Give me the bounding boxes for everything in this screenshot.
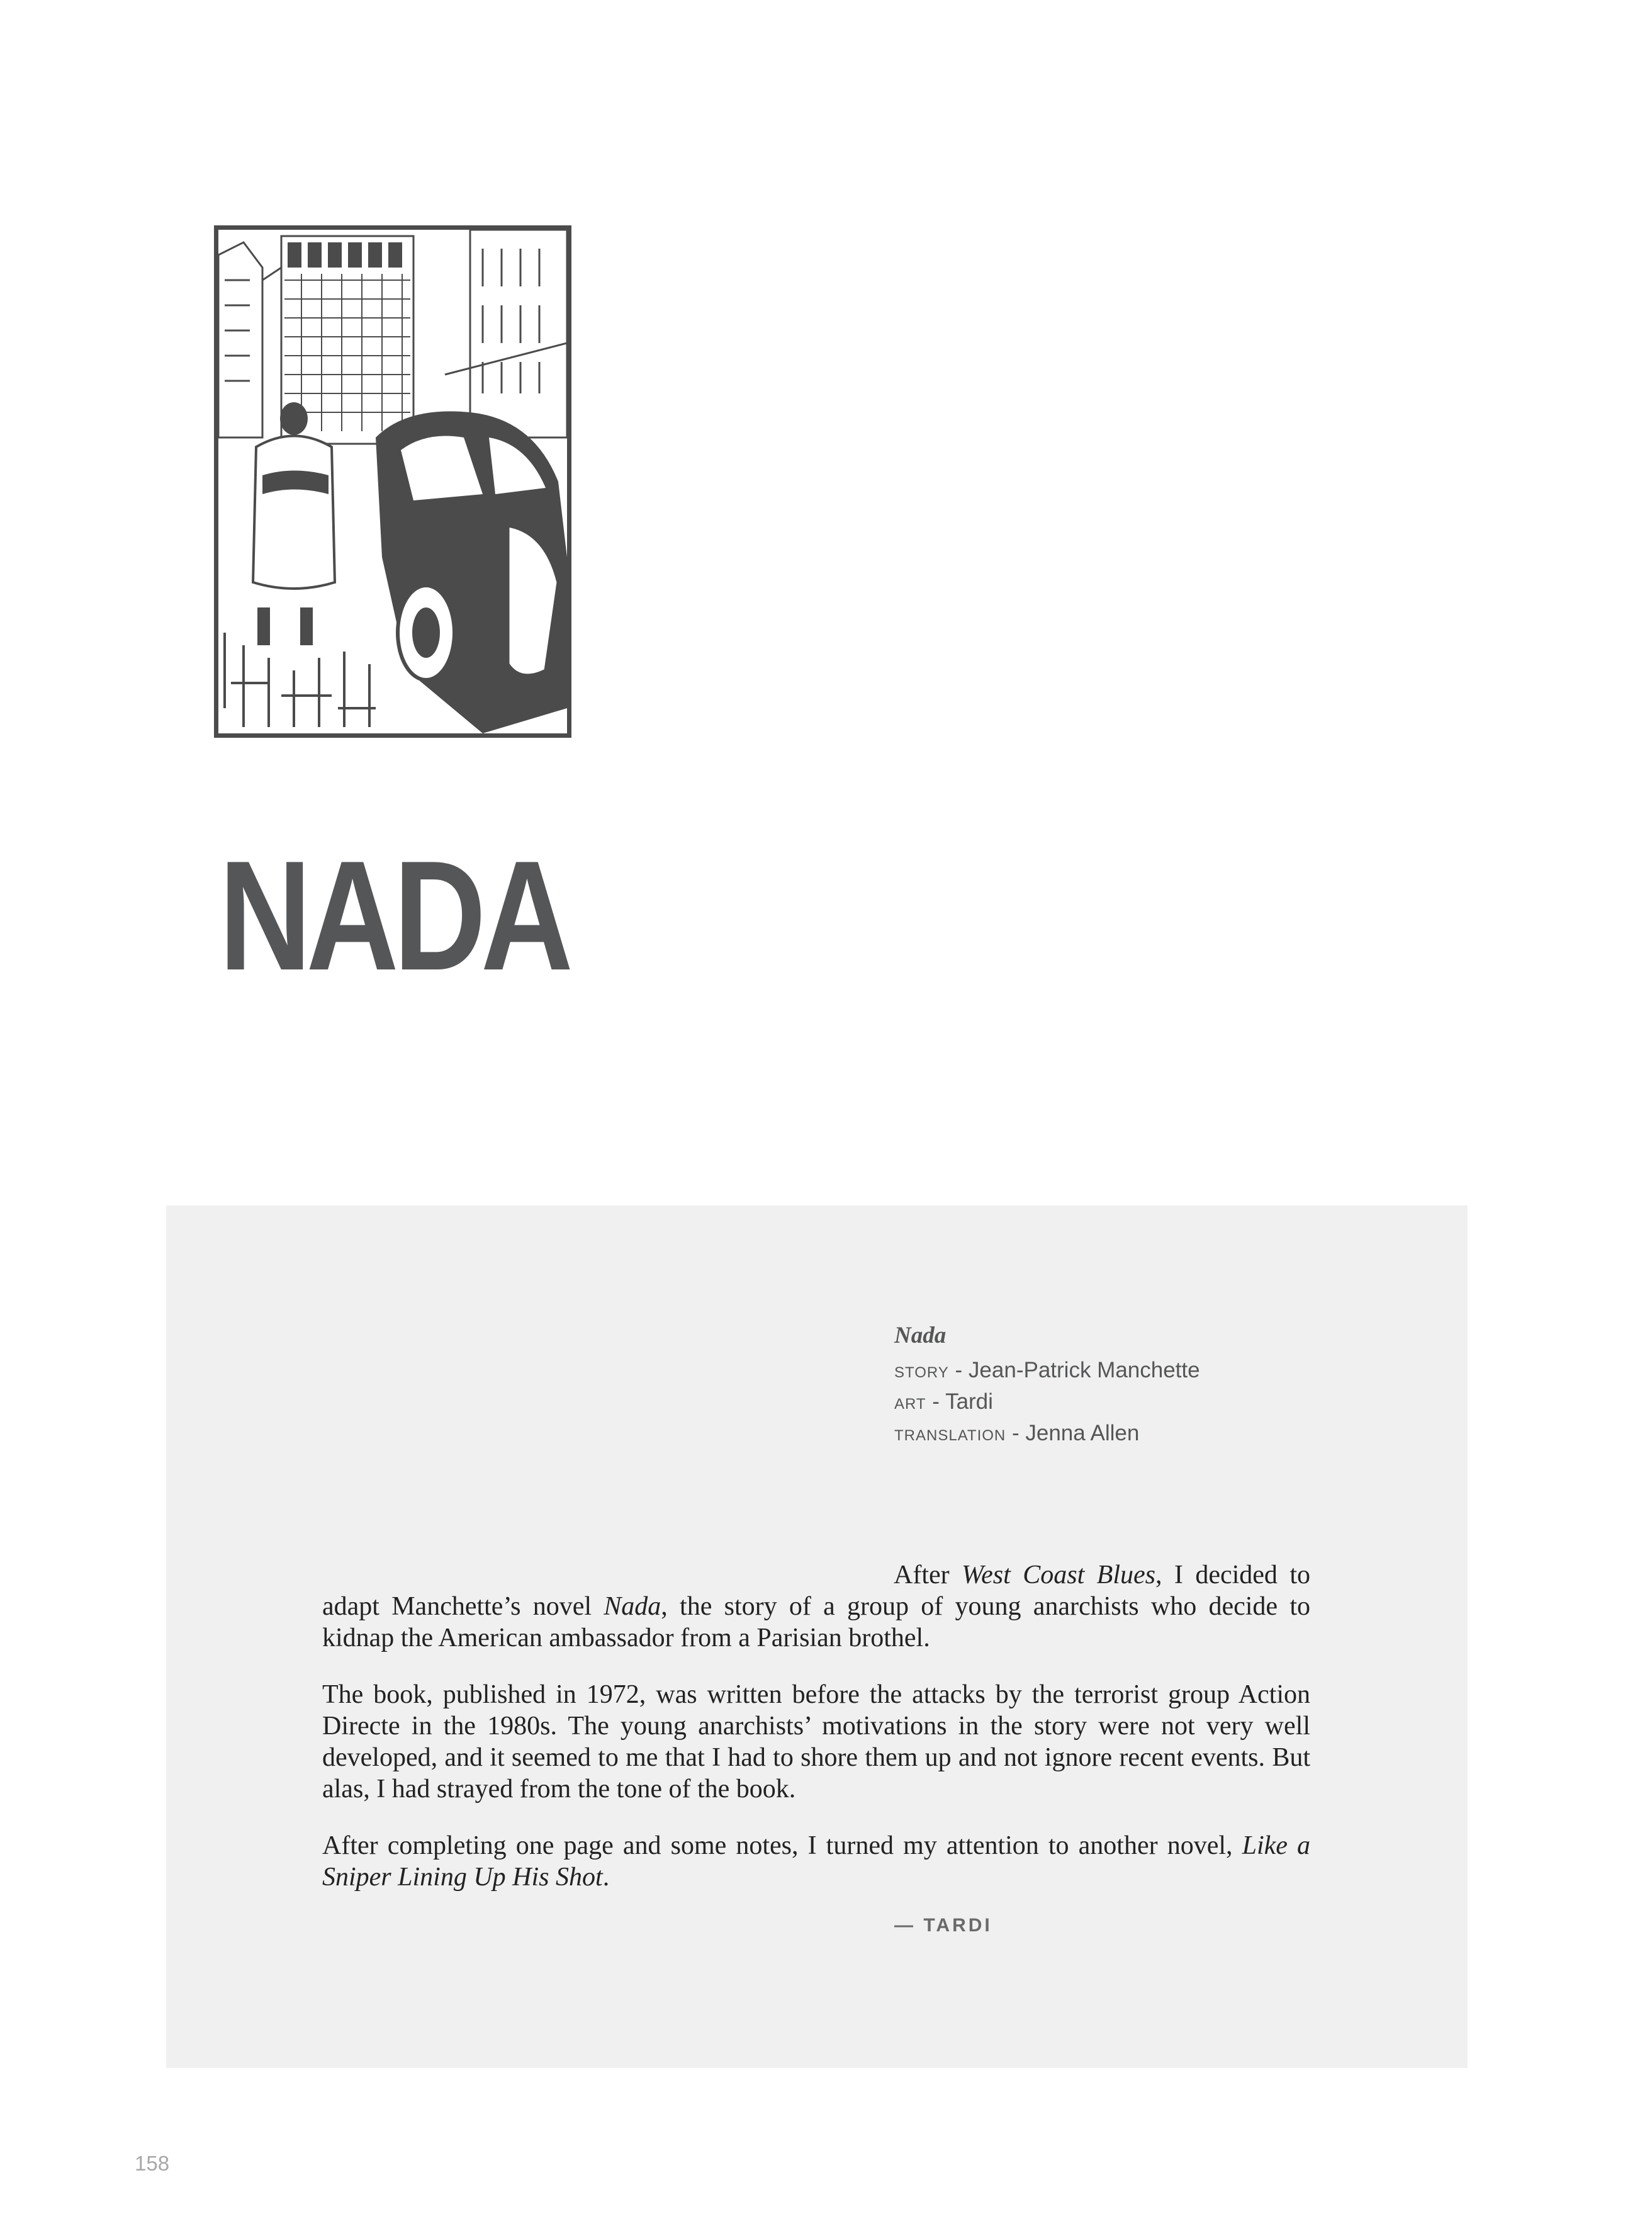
credits-block (894, 1322, 1200, 1450)
credits-story-name: Jean-Patrick Manchette (968, 1358, 1200, 1383)
essay-body (322, 1559, 1310, 1918)
essay-p3-title-sniper: Like a Sniper Lining Up His Shot (322, 1831, 1310, 1892)
credits-translation-line (894, 1419, 1200, 1450)
credits-translation-role: TRANSLATION (894, 1427, 1006, 1445)
credits-story-sep: - (948, 1358, 969, 1383)
credits-art-role: ART (894, 1396, 926, 1413)
essay-p3-text-c: . (602, 1863, 610, 1892)
credits-art-line (894, 1387, 1200, 1419)
essay-paragraph-1 (322, 1559, 1310, 1654)
essay-paragraph-2: The book, published in 1972, was written before the attacks by the terrorist group Action Directe in the 1980s. The young anarchists’ motivations in the story were not very well developed, and it seemed to me that I had to shore them up and not ignore recent events. But alas, I had strayed from the tone of the book. (322, 1680, 1310, 1804)
essay-p1-title-west-coast-blues: West Coast Blues (962, 1561, 1155, 1589)
credits-story-role: STORY (894, 1364, 949, 1382)
essay-p3-text-a: After completing one page and some notes, I turned my attention to another novel, (322, 1831, 1242, 1860)
essay-p1-title-nada: Nada (604, 1592, 661, 1621)
credits-translation-name: Jenna Allen (1025, 1421, 1140, 1446)
street-scene-drawing (218, 230, 567, 733)
essay-p1-text-c: , I decided to adapt Manchette’s novel (322, 1561, 1310, 1621)
page-title: NADA (219, 828, 568, 1003)
credits-story-line (894, 1356, 1200, 1387)
essay-paragraph-3 (322, 1830, 1310, 1893)
credits-translation-sep: - (1006, 1421, 1026, 1446)
author-signature: — TARDI (894, 1915, 992, 1936)
comic-illustration (214, 225, 571, 738)
essay-p1-text-a: After (894, 1561, 962, 1589)
credits-art-sep: - (926, 1389, 946, 1414)
credits-art-name: Tardi (945, 1389, 993, 1414)
essay-p1-text-e: , the story of a group of young anarchists who decide to kidnap the American ambassador from a Parisian brothel. (322, 1592, 1310, 1652)
page-number: 158 (135, 2152, 170, 2175)
credits-book-title: Nada (894, 1323, 947, 1348)
